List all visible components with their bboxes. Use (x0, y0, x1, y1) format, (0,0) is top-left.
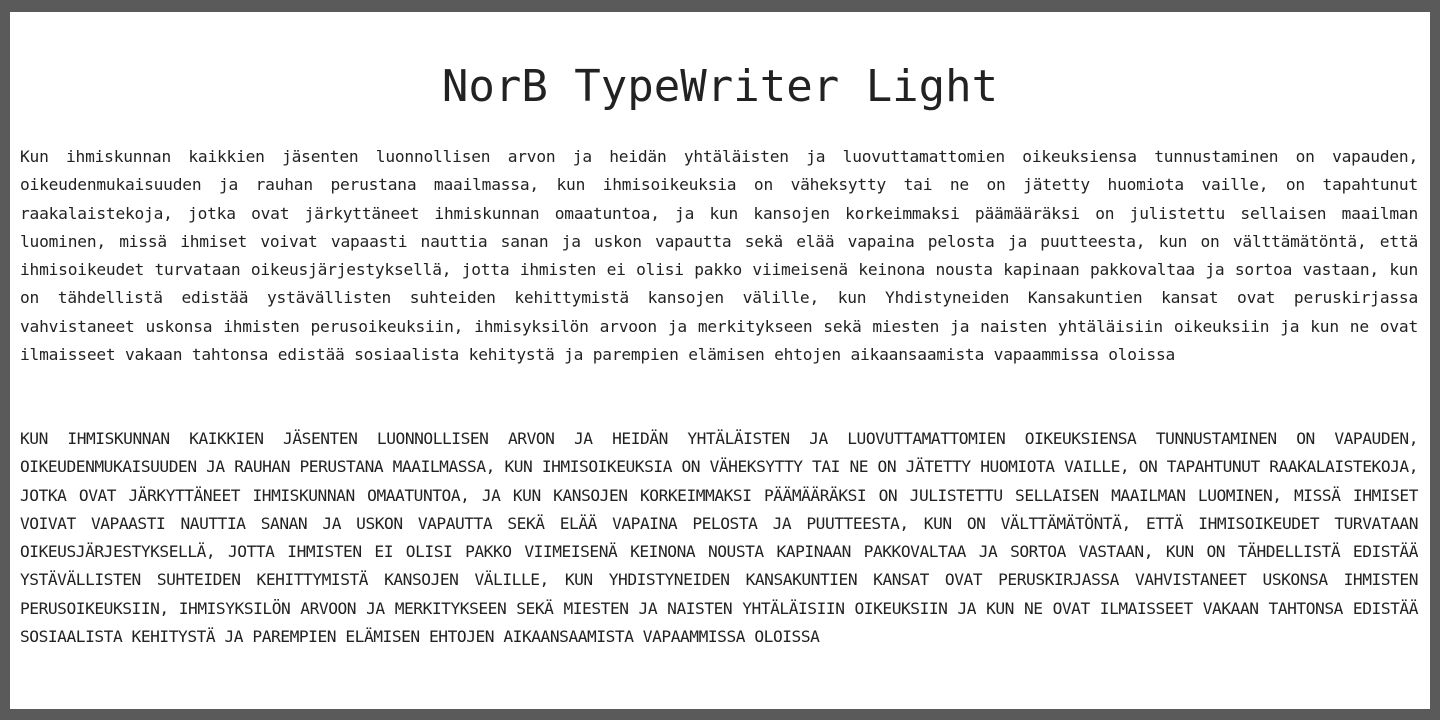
font-title: NorB TypeWriter Light (441, 61, 999, 112)
sample-paragraph-uppercase: KUN IHMISKUNNAN KAIKKIEN JÄSENTEN LUONNOLLISEN ARVON JA HEIDÄN YHTÄLÄISTEN JA LUOVUTTAMATTOMIEN OIKEUKSIENSA TUNNUSTAMINEN ON VAPAUDEN, OIKEUDENMUKAISUUDEN JA RAUHAN PERUSTANA MAAILMASSA, KUN IHMISOIKEUKSIA ON VÄHEKSYTTY TAI NE ON JÄTETTY HUOMIOTA VAILLE, ON TAPAHTUNUT RAAKALAISTEKOJA, JOTKA OVAT JÄRKYTTÄNEET IHMISKUNNAN OMAATUNTOA, JA KUN KANSOJEN KORKEIMMAKSI PÄÄMÄÄRÄKSI ON JULISTETTU SELLAISEN MAAILMAN LUOMINEN, MISSÄ IHMISET VOIVAT VAPAASTI NAUTTIA SANAN JA USKON VAPAUTTA SEKÄ ELÄÄ VAPAINA PELOSTA JA PUUTTEESTA, KUN ON VÄLTTÄMÄTÖNTÄ, ETTÄ IHMISOIKEUDET TURVATAAN OIKEUSJÄRJESTYKSELLÄ, JOTTA IHMISTEN EI OLISI PAKKO VIIMEISENÄ KEINONA NOUSTA KAPINAAN PAKKOVALTAA JA SORTOA VASTAAN, KUN ON TÄHDELLISTÄ EDISTÄÄ YSTÄVÄLLISTEN SUHTEIDEN KEHITTYMISTÄ KANSOJEN VÄLILLE, KUN YHDISTYNEIDEN KANSAKUNTIEN KANSAT OVAT PERUSKIRJASSA VAHVISTANEET USKONSA IHMISTEN PERUSOIKEUKSIIN, IHMISYKSILÖN ARVOON JA MERKITYKSEEN SEKÄ MIESTEN JA NAISTEN YHTÄLÄISIIN OIKEUKSIIN JA KUN NE OVAT ILMAISSEET VAKAAN TAHTONSA EDISTÄÄ SOSIAALISTA KEHITYSTÄ JA PAREMPIEN ELÄMISEN EHTOJEN AIKAANSAAMISTA VAPAAMMISSA OLOISSA (20, 429, 1418, 646)
font-specimen-card (10, 12, 1430, 709)
sample-paragraph-lowercase: Kun ihmiskunnan kaikkien jäsenten luonnollisen arvon ja heidän yhtäläisten ja luovuttamattomien oikeuksiensa tunnustaminen on vapauden, oikeudenmukaisuuden ja rauhan perustana maailmassa, kun ihmisoikeuksia on väheksytty tai ne on jätetty huomiota vaille, on tapahtunut raakalaistekoja, jotka ovat järkyttäneet ihmiskunnan omaatuntoa, ja kun kansojen korkeimmaksi päämääräksi on julistettu sellaisen maailman luominen, missä ihmiset voivat vapaasti nauttia sanan ja uskon vapautta sekä elää vapaina pelosta ja puutteesta, kun on välttämätöntä, että ihmisoikeudet turvataan oikeusjärjestyksellä, jotta ihmisten ei olisi pakko viimeisenä keinona nousta kapinaan pakkovaltaa ja sortoa vastaan, kun on tähdellistä edistää ystävällisten suhteiden kehittymistä kansojen välille, kun Yhdistyneiden Kansakuntien kansat ovat peruskirjassa vahvistaneet uskonsa ihmisten perusoikeuksiin, ihmisyksilön arvoon ja merkitykseen sekä miesten ja naisten yhtäläisiin oikeuksiin ja kun ne ovat ilmaisseet vakaan tahtonsa edistää sosiaalista kehitystä ja parempien elämisen ehtojen aikaansaamista vapaammissa oloissa (20, 147, 1418, 364)
